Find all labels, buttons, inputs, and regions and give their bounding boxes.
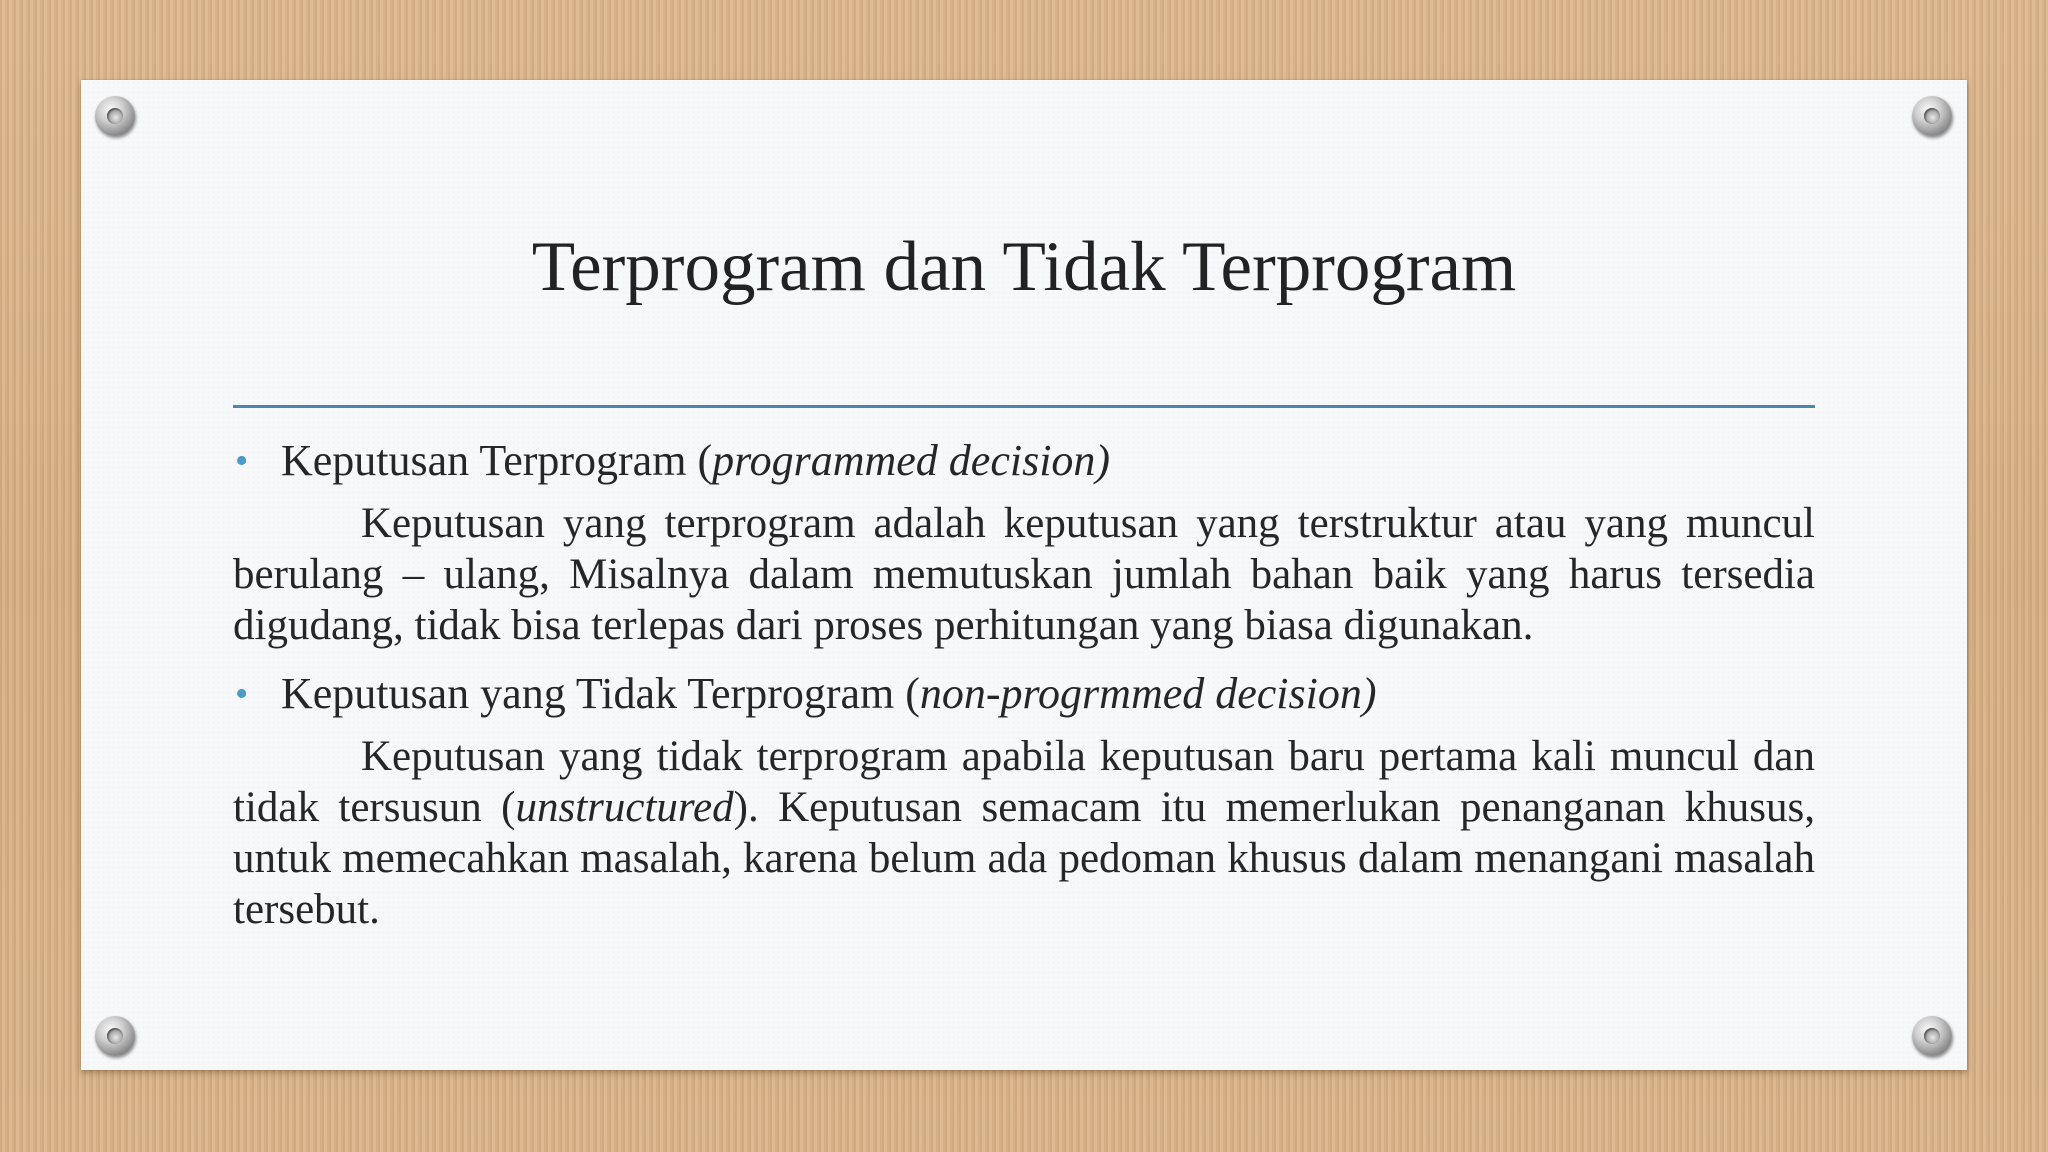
- paragraph-text: Keputusan yang tidak terprogram apabila keputusan baru pertama kali muncul dan tidak tersusun (: [233, 733, 1815, 831]
- bullet-programmed-decision: [233, 432, 1815, 490]
- bullet-heading-paren: (: [697, 436, 713, 485]
- slide-title: Terprogram dan Tidak Terprogram: [531, 228, 1517, 306]
- slide-body: [233, 432, 1815, 949]
- title-divider: [233, 405, 1815, 408]
- bullet-heading-italic: programmed decision): [712, 436, 1111, 485]
- grommet-icon: [1912, 1016, 1952, 1056]
- bullet-heading-paren: (: [905, 669, 920, 718]
- grommet-icon: [95, 96, 135, 136]
- paragraph-programmed-decision: [233, 498, 1815, 651]
- bullet-icon: •: [235, 440, 249, 482]
- paragraph-non-programmed-decision: [233, 731, 1815, 935]
- bullet-icon: •: [235, 673, 249, 715]
- paragraph-text: ). Keputusan semacam itu memerlukan penanganan khusus, untuk memecahkan masalah, karena belum ada pedoman khusus dalam menangani masalah tersebut.: [233, 784, 1815, 933]
- bullet-heading: Keputusan yang Tidak Terprogram: [281, 669, 906, 718]
- paragraph-text: Keputusan yang terprogram adalah keputusan yang terstruktur atau yang muncul berulang – ulang, Misalnya dalam memutuskan jumlah bahan baik yang harus tersedia digudang, tidak bisa terlepas dari proses perhitungan yang biasa digunakan.: [233, 500, 1815, 649]
- paragraph-italic-term: unstructured: [515, 784, 734, 831]
- bullet-heading-italic: non-progrmmed decision): [919, 669, 1377, 718]
- bullet-heading: Keputusan Terprogram: [281, 436, 698, 485]
- grommet-icon: [1912, 96, 1952, 136]
- grommet-icon: [95, 1016, 135, 1056]
- bullet-non-programmed-decision: [233, 665, 1815, 723]
